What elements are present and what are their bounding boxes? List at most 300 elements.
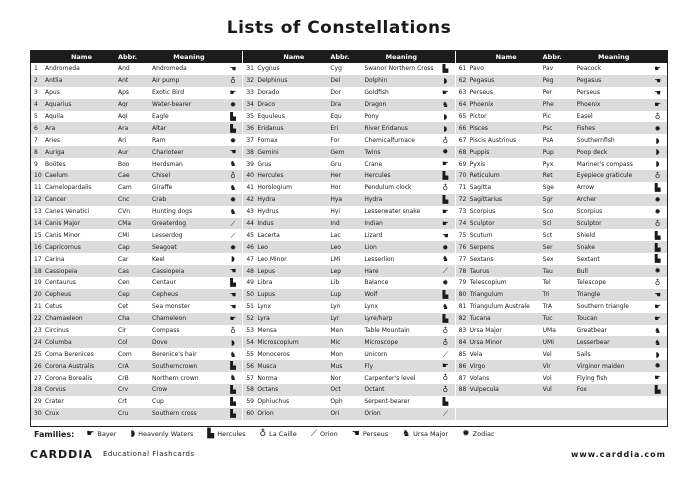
row-number: 44 <box>246 220 254 228</box>
table-header <box>31 51 242 63</box>
constellation-meaning: Microscope <box>364 338 399 346</box>
heavenly-waters-icon: ◗ <box>655 147 660 157</box>
la-caille-icon: ♁ <box>442 373 449 383</box>
table-row <box>243 122 454 134</box>
constellation-abbr: Oph <box>330 398 343 406</box>
row-number: 77 <box>458 255 467 263</box>
family-icon-cell <box>651 267 665 275</box>
row-number: 84 <box>458 338 467 346</box>
family-icon-cell <box>438 255 452 263</box>
perseus-icon: ☚ <box>229 302 237 311</box>
constellation-meaning: Giraffe <box>152 184 173 192</box>
constellation-abbr: Per <box>542 89 553 97</box>
constellation-name: Scutum <box>469 231 493 239</box>
constellation-name: Chamaeleon <box>45 315 83 323</box>
table-row <box>31 111 242 123</box>
constellation-name: Centaurus <box>45 279 76 287</box>
table-row <box>456 99 667 111</box>
bayer-icon: ☛ <box>229 313 237 323</box>
constellation-abbr: Psc <box>542 124 553 132</box>
family-legend-label: Zodiac <box>472 430 495 438</box>
constellation-abbr: Peg <box>542 77 554 85</box>
constellation-name: Ursa Minor <box>469 338 503 346</box>
constellation-meaning: Eagle <box>152 113 169 120</box>
constellation-abbr: Mic <box>330 338 341 346</box>
constellation-name: Pavo <box>469 65 484 73</box>
la-caille-icon: ♁ <box>230 325 236 335</box>
family-icon-cell <box>651 113 665 121</box>
constellation-name: Draco <box>257 101 276 109</box>
zodiac-icon: ✹ <box>462 428 470 439</box>
constellation-name: Leo Minor <box>257 255 287 263</box>
table-row <box>243 206 454 218</box>
ursa-major-icon: ♞ <box>402 428 411 439</box>
constellation-abbr: Cae <box>118 172 130 180</box>
table-row <box>31 265 242 277</box>
constellation-meaning: Toucan <box>576 315 598 323</box>
constellation-meaning: Keel <box>152 255 165 263</box>
row-number: 13 <box>34 208 42 216</box>
constellation-name: Triangulum Australe <box>469 303 530 311</box>
constellation-meaning: Crane <box>364 160 383 168</box>
table-row <box>456 348 667 360</box>
constellation-abbr: TrA <box>542 303 553 311</box>
constellation-name: Ophiuchus <box>257 398 290 406</box>
zodiac-icon: ✹ <box>229 194 237 204</box>
constellation-meaning: Easel <box>576 113 593 120</box>
row-number: 5 <box>34 113 38 120</box>
table-row <box>456 218 667 230</box>
zodiac-icon: ✹ <box>229 99 237 109</box>
row-number: 40 <box>246 172 254 180</box>
family-icon-cell <box>438 232 452 240</box>
ursa-major-icon: ♞ <box>229 183 237 193</box>
constellation-meaning: Dragon <box>364 101 387 109</box>
constellation-meaning: Indian <box>364 220 383 228</box>
table-row <box>243 194 454 206</box>
footer <box>30 446 666 462</box>
constellation-name: Eridanus <box>257 124 284 132</box>
family-icon-cell <box>226 291 240 299</box>
constellation-meaning: Sea monster <box>152 303 191 311</box>
table-row <box>456 384 667 396</box>
table-row <box>31 182 242 194</box>
table-row <box>456 360 667 372</box>
constellation-abbr: Pic <box>542 113 552 120</box>
family-icon-cell <box>651 303 665 311</box>
family-legend-item <box>86 430 116 439</box>
table-header <box>456 51 667 63</box>
la-caille-icon: ♁ <box>442 325 449 335</box>
hercules-icon: ▙ <box>207 428 215 439</box>
constellation-abbr: Aur <box>118 148 129 156</box>
perseus-icon: ☚ <box>654 290 662 300</box>
row-number: 37 <box>246 136 254 144</box>
family-icon-cell <box>226 327 240 335</box>
perseus-icon: ☚ <box>654 76 662 86</box>
family-legend-item <box>402 430 448 439</box>
constellation-name: Camelopardalis <box>45 184 92 192</box>
hercules-icon: ▙ <box>442 194 449 204</box>
la-caille-icon: ♁ <box>442 337 449 347</box>
row-number: 31 <box>246 65 254 73</box>
constellation-abbr: Cap <box>118 243 130 251</box>
constellation-meaning: Compass <box>152 327 180 335</box>
table-row <box>31 384 242 396</box>
table-row <box>31 75 242 87</box>
family-icon-cell <box>438 89 452 97</box>
constellation-name: Cygnus <box>257 65 280 73</box>
orion-icon: ⟋ <box>442 266 448 276</box>
row-number: 15 <box>34 231 42 239</box>
table-row <box>456 170 667 182</box>
ursa-major-icon: ♞ <box>654 337 662 347</box>
la-caille-icon: ♁ <box>230 171 236 181</box>
constellation-abbr: Tel <box>542 279 551 287</box>
row-number: 10 <box>34 172 42 180</box>
constellation-meaning: Telescope <box>576 279 606 287</box>
constellation-abbr: Pav <box>542 65 554 73</box>
la-caille-icon: ♁ <box>442 183 449 193</box>
constellation-meaning: Eyepiece graticule <box>576 172 633 180</box>
constellation-name: Ara <box>45 124 56 132</box>
constellation-abbr: Men <box>330 327 343 335</box>
table-header <box>243 51 454 63</box>
constellation-meaning: Chisel <box>152 172 171 180</box>
constellation-meaning: Fishes <box>576 124 596 132</box>
flashcard <box>6 6 672 470</box>
constellation-abbr: For <box>330 136 340 144</box>
la-caille-icon: ♁ <box>442 385 449 395</box>
constellation-meaning: Lesserwater snake <box>364 208 421 216</box>
family-legend-label: Perseus <box>362 430 389 438</box>
zodiac-icon: ✹ <box>654 361 661 371</box>
constellation-abbr: Hyi <box>330 208 341 216</box>
constellation-meaning: Goldfish <box>364 89 389 97</box>
constellation-name: Dorado <box>257 89 280 97</box>
ursa-major-icon: ♞ <box>441 99 449 109</box>
constellation-name: Orion <box>257 410 274 418</box>
family-icon-cell <box>226 137 240 145</box>
constellation-name: Cetus <box>45 303 63 311</box>
hercules-icon: ▙ <box>442 64 449 74</box>
row-number: 70 <box>458 172 467 180</box>
family-icon-cell <box>651 327 665 335</box>
constellation-name: Crux <box>45 410 60 418</box>
constellation-abbr: Dor <box>330 89 342 97</box>
family-icon-cell <box>438 113 452 121</box>
row-number: 18 <box>34 267 42 275</box>
constellation-meaning: Snake <box>576 243 595 251</box>
constellation-abbr: Ind <box>330 220 340 228</box>
constellation-name: Taurus <box>469 267 490 275</box>
constellation-abbr: Vol <box>542 374 552 382</box>
family-icon-cell <box>651 77 665 85</box>
hercules-icon: ▙ <box>230 385 236 395</box>
family-icon-cell <box>438 327 452 335</box>
heavenly-waters-icon: ◗ <box>655 159 660 169</box>
constellation-abbr: Cep <box>118 291 130 299</box>
header-name: Name <box>495 53 517 61</box>
family-icon-cell <box>438 351 452 359</box>
constellation-name: Pisces <box>469 124 489 132</box>
perseus-icon: ☚ <box>441 230 449 240</box>
family-icon-cell <box>651 137 665 145</box>
family-icon-cell <box>226 208 240 216</box>
family-icon-cell <box>226 160 240 168</box>
family-icon-cell <box>438 77 452 85</box>
constellation-name: Microscopium <box>257 338 299 346</box>
constellation-meaning: Ram <box>152 136 166 144</box>
constellation-meaning: Crab <box>152 196 167 204</box>
constellation-name: Delphinus <box>257 77 288 85</box>
row-number: 81 <box>458 303 467 311</box>
family-icon-cell <box>651 148 665 156</box>
constellation-abbr: Ara <box>118 124 129 132</box>
family-legend-item <box>260 430 297 439</box>
heavenly-waters-icon: ◗ <box>443 76 448 86</box>
family-icon-cell <box>226 125 240 133</box>
constellation-abbr: Equ <box>330 113 342 120</box>
table-row <box>243 277 454 289</box>
constellation-meaning: Mariner's compass <box>576 160 633 168</box>
la-caille-icon: ♁ <box>230 76 236 86</box>
family-legend-item <box>352 430 388 439</box>
family-icon-cell <box>226 255 240 263</box>
constellation-name: Puppis <box>469 148 490 156</box>
family-icon-cell <box>226 339 240 347</box>
constellation-meaning: Altar <box>152 124 167 132</box>
family-legend-item <box>207 430 245 439</box>
heavenly-waters-icon: ◗ <box>443 111 448 121</box>
constellation-meaning: Triangle <box>576 291 601 299</box>
constellation-abbr: And <box>118 65 130 73</box>
constellation-name: Caelum <box>45 172 68 180</box>
constellation-meaning: Dolphin <box>364 77 388 85</box>
constellation-meaning: Southernfish <box>576 136 615 144</box>
constellation-meaning: Dove <box>152 338 168 346</box>
row-number: 88 <box>458 386 467 394</box>
table-row <box>456 194 667 206</box>
constellation-abbr: LMi <box>330 255 341 263</box>
constellation-abbr: Gem <box>330 148 345 156</box>
heavenly-waters-icon: ◗ <box>655 349 660 359</box>
table-row <box>243 241 454 253</box>
family-icon-cell <box>651 196 665 204</box>
constellation-abbr: Pup <box>542 148 554 156</box>
perseus-icon: ☚ <box>229 147 237 157</box>
heavenly-waters-icon: ◗ <box>231 254 235 264</box>
constellation-abbr: Boo <box>118 160 130 168</box>
constellation-name: Mensa <box>257 327 277 335</box>
constellation-abbr: Cha <box>118 315 130 323</box>
table-column <box>31 51 242 420</box>
constellation-abbr: Lep <box>330 267 342 275</box>
family-icon-cell <box>226 351 240 359</box>
family-icon-cell <box>226 196 240 204</box>
heavenly-waters-icon: ◗ <box>231 337 235 347</box>
family-icon-cell <box>226 89 240 97</box>
row-number: 24 <box>34 338 42 346</box>
constellation-meaning: Hydra <box>364 196 383 204</box>
constellation-abbr: Vir <box>542 362 551 370</box>
constellation-name: Crater <box>45 398 64 406</box>
constellation-name: Triangulum <box>469 291 503 299</box>
row-number: 50 <box>246 291 254 299</box>
constellation-name: Carina <box>45 255 65 263</box>
row-number: 6 <box>34 124 38 132</box>
table-row <box>243 348 454 360</box>
table-row <box>456 325 667 337</box>
table-row <box>456 75 667 87</box>
brand-subtitle: Educational Flashcards <box>102 450 195 458</box>
constellation-name: Libra <box>257 279 273 287</box>
row-number: 23 <box>34 327 42 335</box>
constellation-meaning: Northern crown <box>152 374 199 382</box>
constellation-name: Gemini <box>257 148 279 156</box>
constellation-meaning: Berenice's hair <box>152 350 197 358</box>
constellation-name: Canis Minor <box>45 231 81 239</box>
constellation-name: Hydra <box>257 196 276 204</box>
row-number: 3 <box>34 89 38 97</box>
constellation-meaning: Chameleon <box>152 315 187 323</box>
table-row <box>31 301 242 313</box>
table-row <box>31 372 242 384</box>
ursa-major-icon: ♞ <box>441 302 449 311</box>
constellation-abbr: Nor <box>330 374 341 382</box>
constellation-abbr: Ori <box>330 410 340 418</box>
constellation-name: Grus <box>257 160 272 168</box>
constellation-meaning: Chemicalfurnace <box>364 136 415 144</box>
constellation-abbr: Cnc <box>118 196 130 204</box>
table-row <box>456 241 667 253</box>
row-number: 57 <box>246 374 254 382</box>
family-icon-cell <box>226 148 240 156</box>
constellation-abbr: Hya <box>330 196 343 204</box>
constellation-name: Vela <box>469 350 483 358</box>
constellation-abbr: CMi <box>118 231 130 239</box>
family-legend-label: Bayer <box>97 430 117 438</box>
constellation-name: Pegasus <box>469 77 495 85</box>
constellation-abbr: Phe <box>542 101 554 109</box>
header-meaning: Meaning <box>173 53 205 61</box>
constellation-name: Perseus <box>469 89 493 97</box>
family-icon-cell <box>438 196 452 204</box>
family-icon-cell <box>438 303 452 311</box>
bayer-icon: ☛ <box>441 87 449 97</box>
hercules-icon: ▙ <box>230 409 236 419</box>
constellation-meaning: Unicorn <box>364 350 388 358</box>
family-icon-cell <box>226 267 240 275</box>
bayer-icon: ☛ <box>654 313 662 323</box>
la-caille-icon: ♁ <box>442 135 449 145</box>
constellation-abbr: Dra <box>330 101 342 109</box>
row-number: 9 <box>34 160 38 168</box>
constellation-meaning: Cassiopeia <box>152 267 185 275</box>
constellation-abbr: Crt <box>118 398 128 406</box>
row-number: 69 <box>458 160 467 168</box>
table-row <box>243 87 454 99</box>
constellation-name: Pictor <box>469 113 487 120</box>
constellation-name: Auriga <box>45 148 65 156</box>
ursa-major-icon: ♞ <box>229 159 237 169</box>
row-number: 34 <box>246 101 254 109</box>
table-row <box>31 277 242 289</box>
table-row <box>31 360 242 372</box>
constellation-name: Corvus <box>45 386 66 394</box>
row-number: 29 <box>34 398 42 406</box>
row-number: 42 <box>246 196 254 204</box>
family-icon-cell <box>651 339 665 347</box>
constellation-meaning: Lion <box>364 243 377 251</box>
constellation-abbr: Lyr <box>330 315 340 323</box>
constellation-abbr: Car <box>118 255 129 263</box>
constellation-abbr: PsA <box>542 136 554 144</box>
row-number: 12 <box>34 196 42 204</box>
heavenly-waters-icon: ◗ <box>655 135 660 145</box>
hercules-icon: ▙ <box>230 111 236 121</box>
constellation-name: Octans <box>257 386 279 394</box>
family-icon-cell <box>226 244 240 252</box>
table-row <box>456 87 667 99</box>
family-icon-cell <box>651 374 665 382</box>
constellation-meaning: Phoenix <box>576 101 601 109</box>
constellation-name: Lynx <box>257 303 272 311</box>
row-number: 22 <box>34 315 42 323</box>
la-caille-icon: ♁ <box>654 111 661 121</box>
family-icon-cell <box>438 244 452 252</box>
constellation-meaning: Archer <box>576 196 597 204</box>
row-number: 33 <box>246 89 254 97</box>
table-row <box>31 348 242 360</box>
constellation-name: Sculptor <box>469 220 495 228</box>
table-row <box>31 336 242 348</box>
constellation-abbr: Sex <box>542 255 554 263</box>
row-number: 48 <box>246 267 254 275</box>
family-icon-cell <box>438 208 452 216</box>
constellation-name: Volans <box>469 374 490 382</box>
row-number: 14 <box>34 220 42 228</box>
constellation-abbr: Aqr <box>118 101 129 109</box>
table-row <box>31 158 242 170</box>
table-row <box>456 289 667 301</box>
table-row <box>31 122 242 134</box>
constellation-name: Lacerta <box>257 231 280 239</box>
family-icon-cell <box>651 208 665 216</box>
constellation-meaning: Air pump <box>152 77 180 85</box>
table-row <box>243 325 454 337</box>
constellation-abbr: Tuc <box>542 315 553 323</box>
family-icon-cell <box>651 125 665 133</box>
table-row <box>31 87 242 99</box>
table-row <box>456 134 667 146</box>
row-number: 32 <box>246 77 254 85</box>
constellation-abbr: Aql <box>118 113 128 120</box>
family-icon-cell <box>438 65 452 73</box>
constellation-meaning: Scorpius <box>576 208 603 216</box>
family-icon-cell <box>226 362 240 370</box>
families-label: Families: <box>34 429 75 439</box>
constellation-meaning: Hare <box>364 267 379 275</box>
family-icon-cell <box>438 267 452 275</box>
table-row <box>243 265 454 277</box>
family-icon-cell <box>438 220 452 228</box>
row-number: 79 <box>458 279 467 287</box>
header-name: Name <box>70 53 92 61</box>
bayer-icon: ☛ <box>229 87 237 97</box>
zodiac-icon: ✹ <box>229 242 237 252</box>
bayer-icon: ☛ <box>441 218 449 228</box>
